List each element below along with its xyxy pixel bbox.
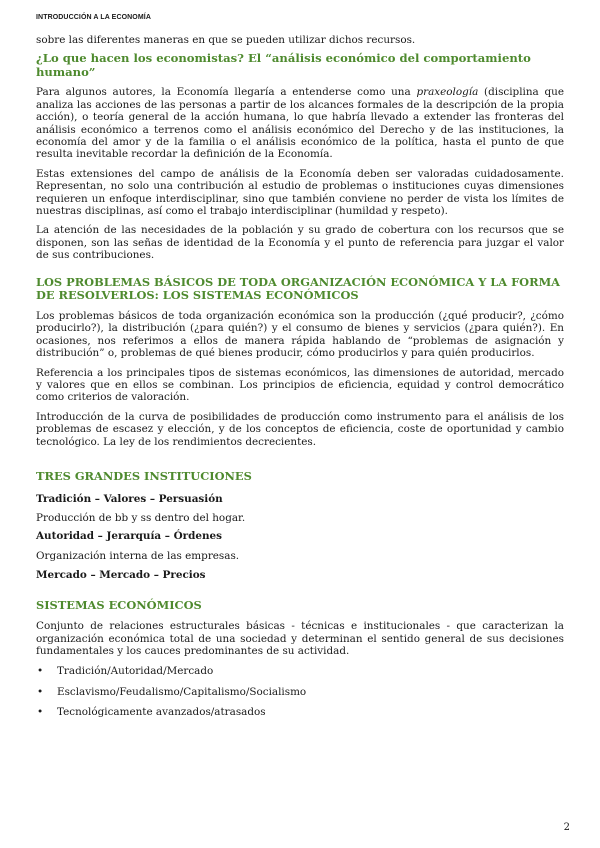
list-item-text: Tecnológicamente avanzados/atrasados [57, 706, 266, 719]
page-number: 2 [563, 822, 570, 833]
running-head: INTRODUCCIÓN A LA ECONOMÍA [36, 14, 151, 21]
paragraph-extensions: Estas extensiones del campo de análisis de la Economía deben ser valoradas cuidadosamente. Representan, no solo una contribución al estudio de problemas o instituciones cuyas dimensiones requieren un enfoque interdisciplinar, sino que también conviene no perder de vista los límites de nuestras disciplinas, así como el trabajo interdisciplinar (humildad y respeto). [36, 167, 564, 218]
list-item-text: Tradición/Autoridad/Mercado [57, 665, 214, 678]
bullet-icon: • [37, 685, 44, 698]
institution-description: Organización interna de las empresas. [36, 549, 240, 562]
list-item [36, 686, 564, 698]
paragraph-text: Para algunos autores, la Economía llegaría a entenderse como una [36, 86, 417, 99]
section-title-institutions: TRES GRANDES INSTITUCIONES [36, 468, 252, 483]
paragraph-praxeology [36, 86, 564, 160]
institution-description: Producción de bb y ss dentro del hogar. [36, 511, 246, 524]
section-title-economic-systems: SISTEMAS ECONÓMICOS [36, 597, 202, 612]
institution-label: Autoridad – Jerarquía – Órdenes [36, 530, 223, 543]
bullet-icon: • [37, 665, 44, 678]
paragraph-ppf: Introducción de la curva de posibilidades de producción como instrumento para el análisis de los problemas de escasez y elección, y de los conceptos de eficiencia, coste de oportunidad y cambio tecnológico. La ley de los rendimientos decrecientes. [36, 410, 564, 448]
institution-label: Tradición – Valores – Persuasión [36, 492, 223, 505]
bullet-icon: • [37, 706, 44, 719]
institution-label: Mercado – Mercado – Precios [36, 569, 206, 582]
systems-list [36, 665, 564, 718]
emphasis-praxeologia: praxeología [416, 86, 479, 99]
section-title-economists: ¿Lo que hacen los economistas? El “análisis económico del comportamiento humano” [36, 51, 531, 80]
list-item [36, 665, 564, 677]
paragraph-needs: La atención de las necesidades de la población y su grado de cobertura con los recursos que se disponen, son las señas de identidad de la Economía y el punto de referencia para juzgar el valor de sus contribuciones. [36, 224, 564, 262]
paragraph-text: (disciplina que analiza las acciones de las personas a partir de los alcances formales de la descripción de la propia acción), o teoría general de la acción humana, lo que habría llevado a extender las fronteras del análisis económico a terrenos como el análisis económico del Derecho y de las instituciones, la economía del amor y de la familia o el análisis económico de la política, hasta el punto de que resulta inevitable recordar la definición de la Economía. [36, 86, 564, 161]
intro-line: sobre las diferentes maneras en que se pueden utilizar dichos recursos. [36, 34, 416, 46]
paragraph-systems-types: Referencia a los principales tipos de sistemas económicos, las dimensiones de autoridad, mercado y valores que en ellos se combinan. Los principios de eficiencia, equidad y control democrático como criterios de valoración. [36, 366, 564, 404]
list-item-text: Esclavismo/Feudalismo/Capitalismo/Socialismo [57, 685, 307, 698]
paragraph-basic-problems: Los problemas básicos de toda organización económica son la producción (¿qué producir?, ¿cómo producirlo?), la distribución (¿para quién?) y el consumo de bienes y servicios (¿para quién?). En ocasiones, nos referimos a ellos de manera rápida hablando de “problemas de asignación y distribución” o, problemas de qué bienes producir, cómo producirlos y para quién producirlos. [36, 309, 564, 360]
list-item [36, 706, 564, 718]
section-title-basic-problems: LOS PROBLEMAS BÁSICOS DE TODA ORGANIZACIÓN ECONÓMICA Y LA FORMA DE RESOLVERLOS: LOS SISTEMAS ECONÓMICOS [36, 274, 561, 303]
document-body [36, 34, 564, 727]
paragraph-systems-definition: Conjunto de relaciones estructurales básicas - técnicas e institucionales - que caracterizan la organización económica total de una sociedad y determinan el sentido general de sus decisiones fundamentales y los cauces predominantes de su actividad. [36, 620, 564, 657]
